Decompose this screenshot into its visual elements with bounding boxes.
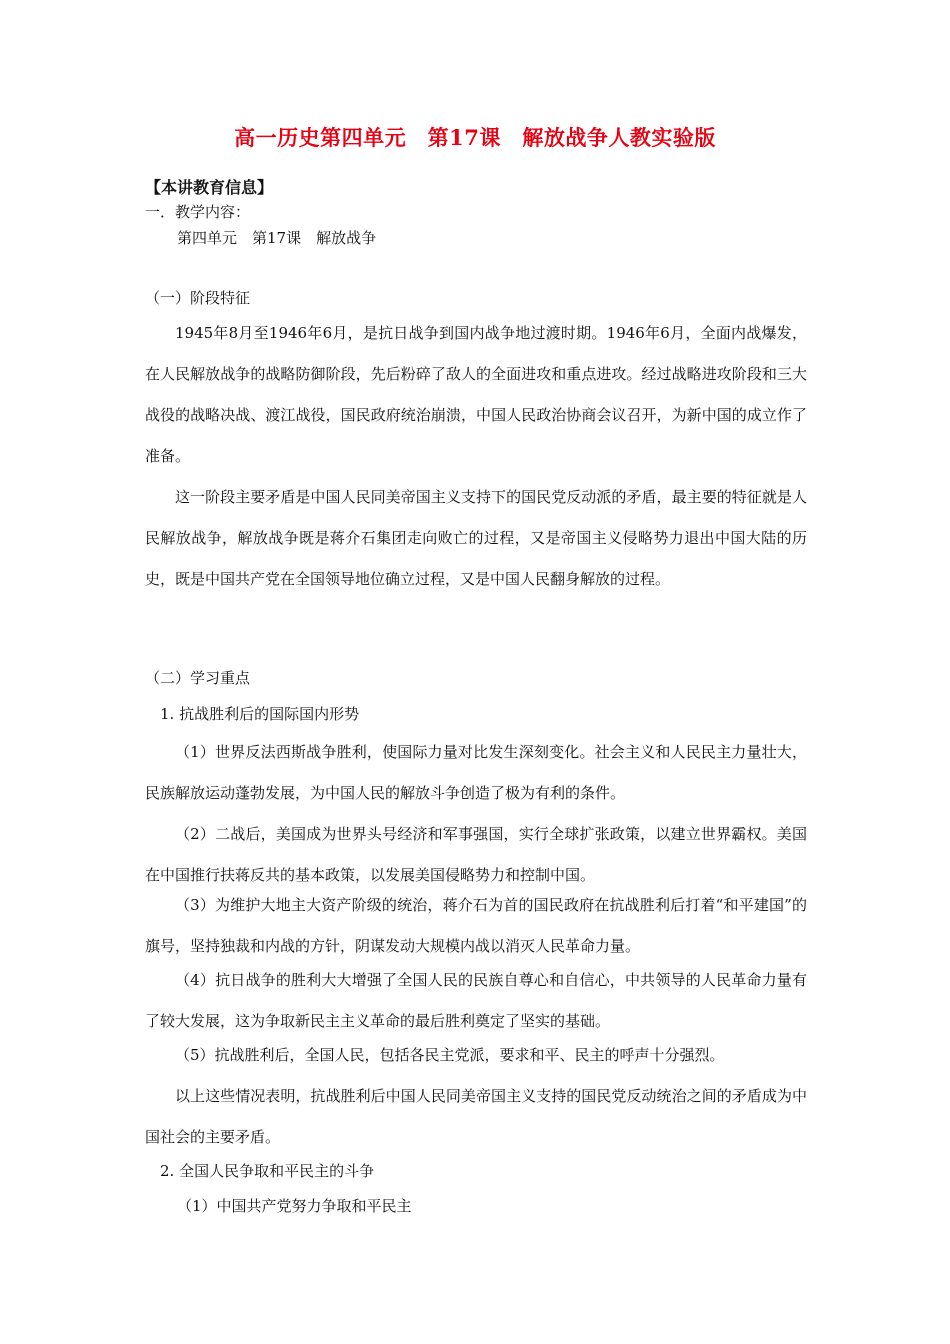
item-1-title: 1. 抗战胜利后的国际国内形势 (160, 705, 360, 723)
document-title: 高一历史第四单元 第17课 解放战争人教实验版 (234, 125, 716, 150)
item-1-point-5: （5）抗战胜利后，全国人民，包括各民主党派，要求和平、民主的呼声十分强烈。 (175, 1046, 725, 1064)
part-one-heading: （一）阶段特征 (145, 289, 251, 307)
item-1-point-2: （2）二战后，美国成为世界头号经济和军事强国，实行全球扩张政策，以建立世界霸权。美国在中国推行扶蒋反共的基本政策，以发展美国侵略势力和控制中国。 (145, 825, 807, 884)
item-1-point-4: （4）抗日战争的胜利大大增强了全国人民的民族自尊心和自信心，中共领导的人民革命力量有了较大发展，这为争取新民主主义革命的最后胜利奠定了坚实的基础。 (145, 971, 807, 1030)
item-1-point-1: （1）世界反法西斯战争胜利，使国际力量对比发生深刻变化。社会主义和人民民主力量壮大，民族解放运动蓬勃发展，为中国人民的解放斗争创造了极为有利的条件。 (145, 743, 807, 802)
info-header: 【本讲教育信息】 (145, 178, 274, 197)
part-one-paragraph-1: 1945年8月至1946年6月，是抗日战争到国内战争地过渡时期。1946年6月，全面内战爆发，在人民解放战争的战略防御阶段，先后粉碎了敌人的全面进攻和重点进攻。经过战略进攻阶段和三大战役的战略决战、渡江战役，国民政府统治崩溃，中国人民政治协商会议召开，为新中国的成立作了准备。 (145, 324, 807, 465)
lesson-line: 第四单元 第17课 解放战争 (177, 229, 377, 247)
item-2-title: 2. 全国人民争取和平民主的斗争 (160, 1162, 375, 1180)
part-two-heading: （二）学习重点 (145, 669, 251, 687)
part-one-paragraph-2: 这一阶段主要矛盾是中国人民同美帝国主义支持下的国民党反动派的矛盾，最主要的特征就是人民解放战争，解放战争既是蒋介石集团走向败亡的过程，又是帝国主义侵略势力退出中国大陆的历史，既是中国共产党在全国领导地位确立过程，又是中国人民翻身解放的过程。 (145, 488, 807, 588)
item-2-subpoint-1: （1）中国共产党努力争取和平民主 (177, 1197, 412, 1215)
section-one-heading: 一．教学内容： (145, 203, 251, 221)
summary-paragraph: 以上这些情况表明，抗战胜利后中国人民同美帝国主义支持的国民党反动统治之间的矛盾成为中国社会的主要矛盾。 (145, 1087, 807, 1146)
item-1-point-3: （3）为维护大地主大资产阶级的统治，蒋介石为首的国民政府在抗战胜利后打着“和平建国”的旗号，坚持独裁和内战的方针，阴谋发动大规模内战以消灭人民革命力量。 (145, 896, 807, 955)
